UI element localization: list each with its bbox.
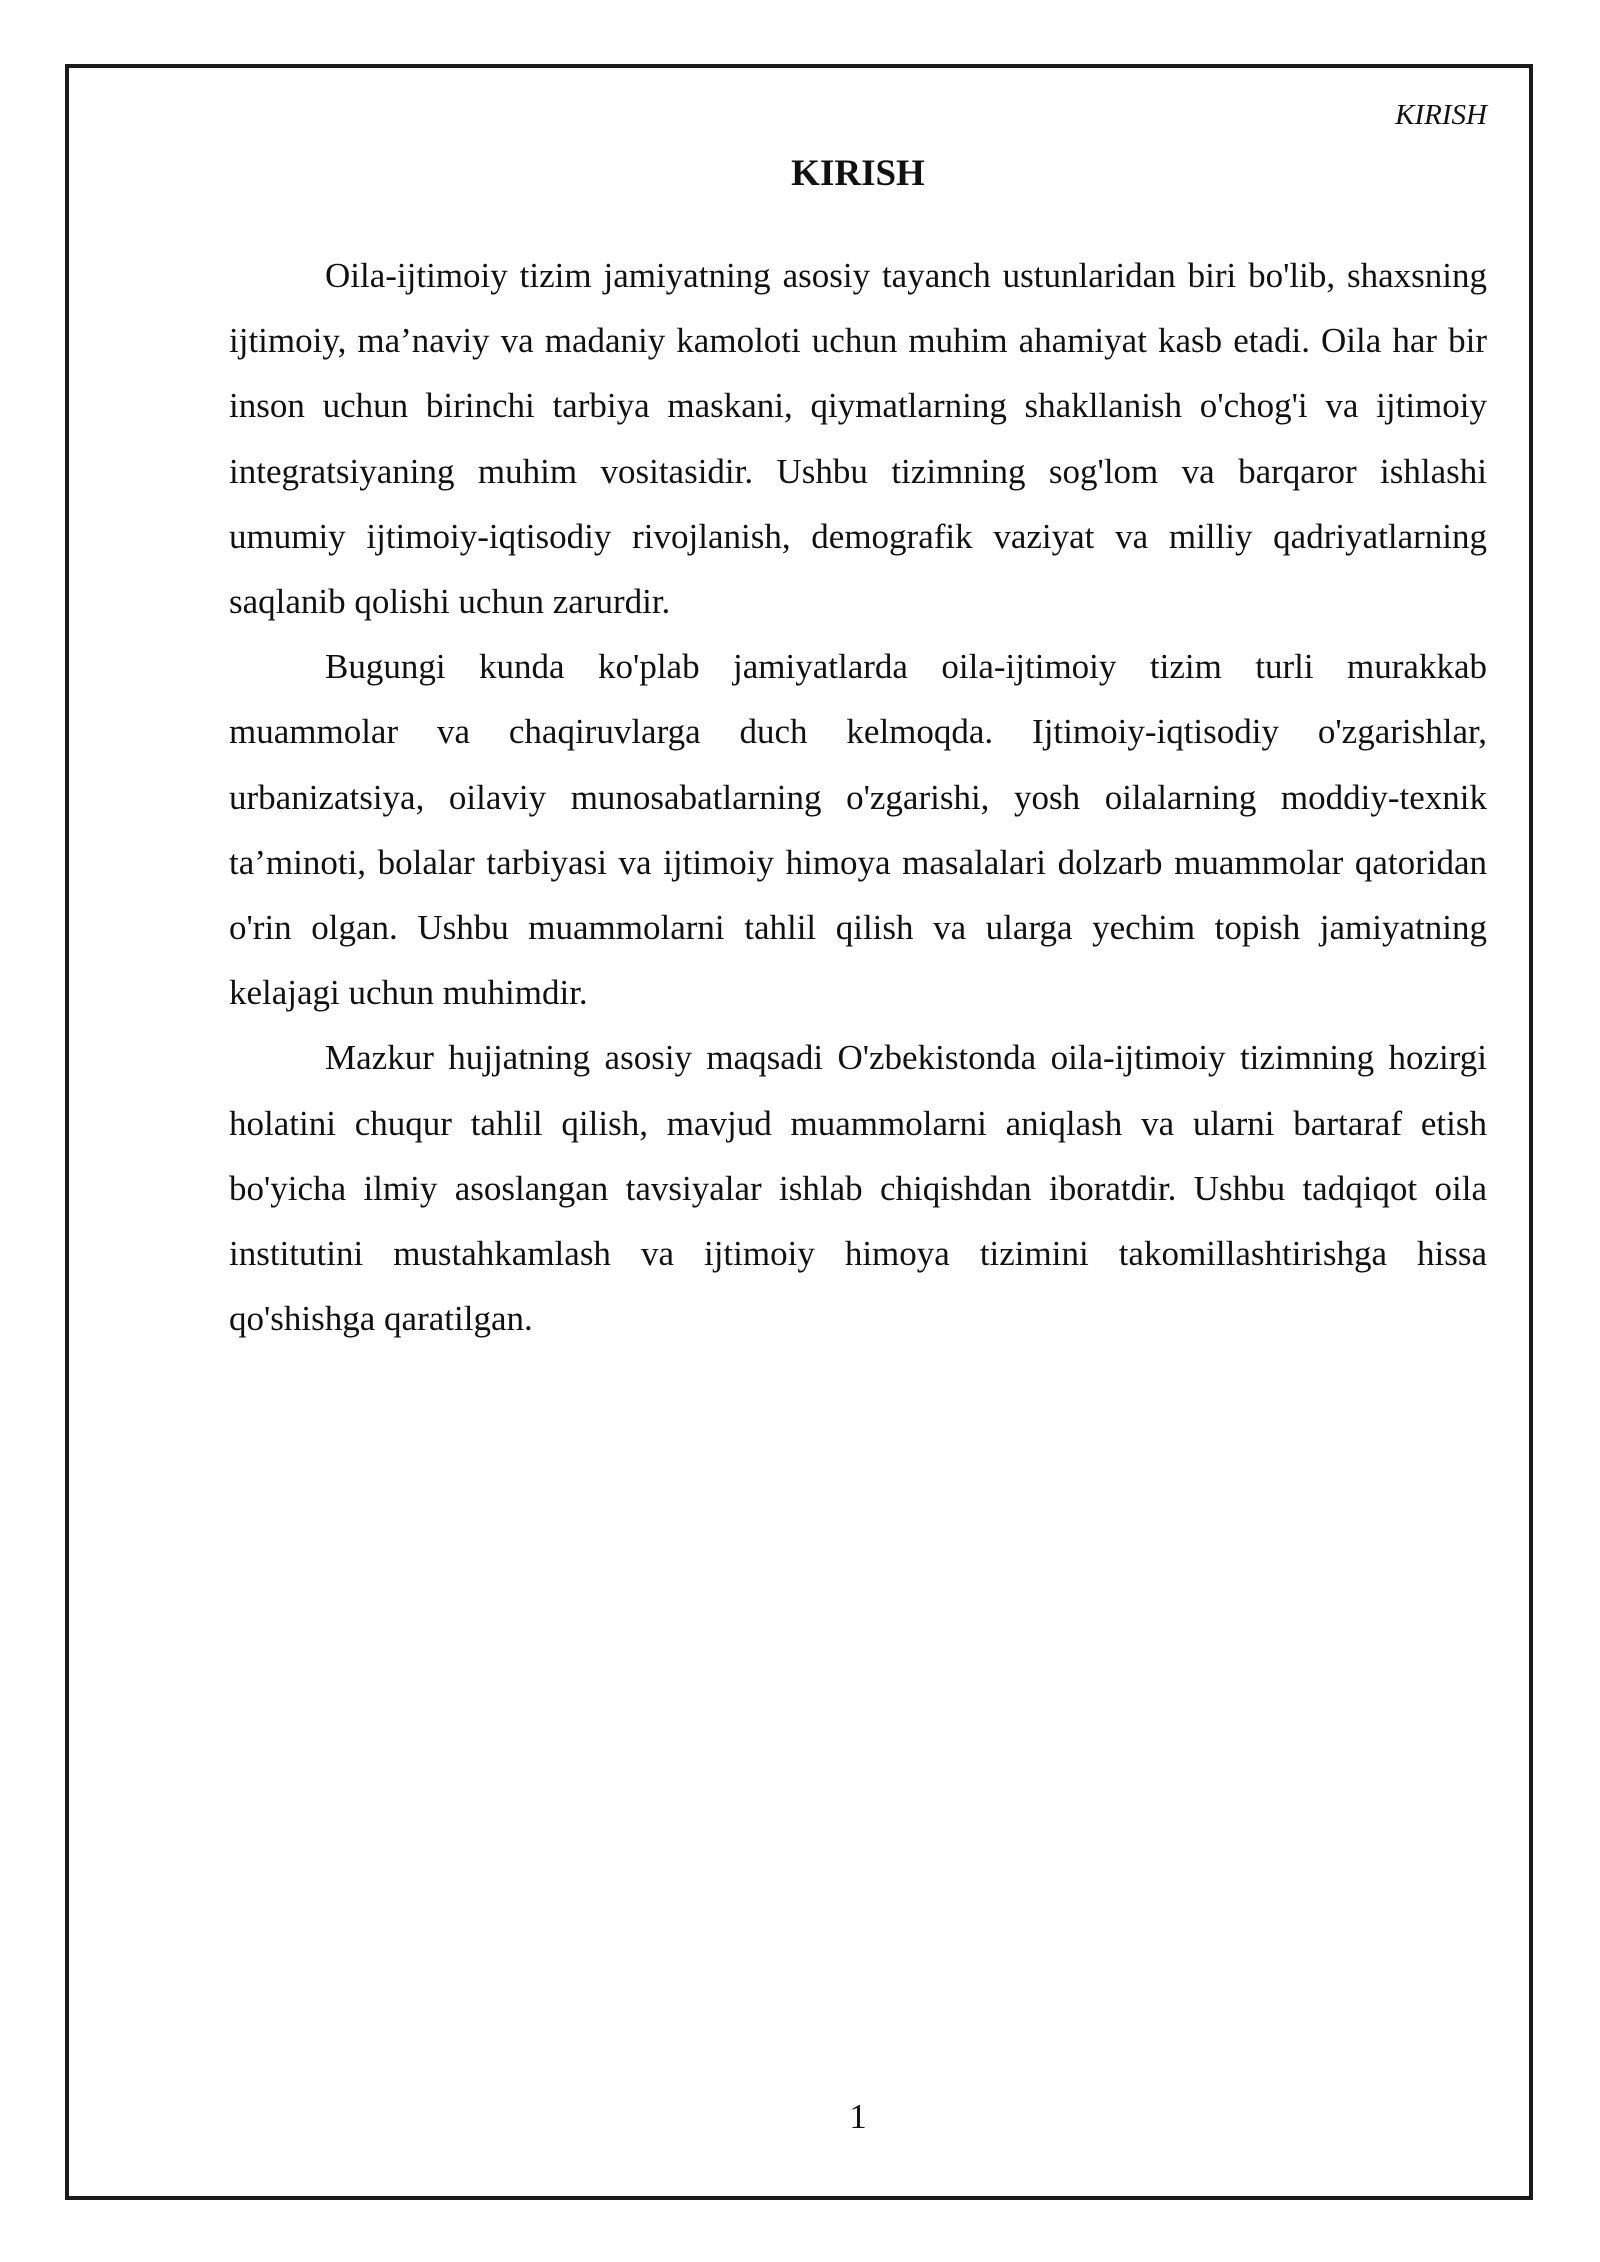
- page-number: 1: [849, 2097, 867, 2136]
- page-title: KIRISH: [791, 153, 925, 194]
- paragraph: Mazkur hujjatning asosiy maqsadi O'zbekistonda oila-ijtimoiy tizimning hozirgi holatini chuqur tahlil qilish, mavjud muammolarni aniqlash va ularni bartaraf etish bo'yicha ilmiy asoslangan tavsiyalar ishlab chiqishdan iboratdir. Ushbu tadqiqot oila institutini mustahkamlash va ijtimoiy himoya tizimini takomillashtirishga hissa qo'shishga qaratilgan.: [229, 1038, 1487, 1339]
- body-text: [229, 243, 1487, 1351]
- running-header: KIRISH: [1395, 99, 1487, 131]
- paragraph: Bugungi kunda ko'plab jamiyatlarda oila-ijtimoiy tizim turli murakkab muammolar va chaqiruvlarga duch kelmoqda. Ijtimoiy-iqtisodiy o'zgarishlar, urbanizatsiya, oilaviy munosabatlarning o'zgarishi, yosh oilalarning moddiy-texnik ta’minoti, bolalar tarbiyasi va ijtimoiy himoya masalalari dolzarb muammolar qatoridan o'rin olgan. Ushbu muammolarni tahlil qilish va ularga yechim topish jamiyatning kelajagi uchun muhimdir.: [229, 647, 1487, 1013]
- paragraph: Oila-ijtimoiy tizim jamiyatning asosiy tayanch ustunlaridan biri bo'lib, shaxsning ijtimoiy, ma’naviy va madaniy kamoloti uchun muhim ahamiyat kasb etadi. Oila har bir inson uchun birinchi tarbiya maskani, qiymatlarning shakllanish o'chog'i va ijtimoiy integratsiyaning muhim vositasidir. Ushbu tizimning sog'lom va barqaror ishlashi umumiy ijtimoiy-iqtisodiy rivojlanish, demografik vaziyat va milliy qadriyatlarning saqlanib qolishi uchun zarurdir.: [229, 256, 1487, 622]
